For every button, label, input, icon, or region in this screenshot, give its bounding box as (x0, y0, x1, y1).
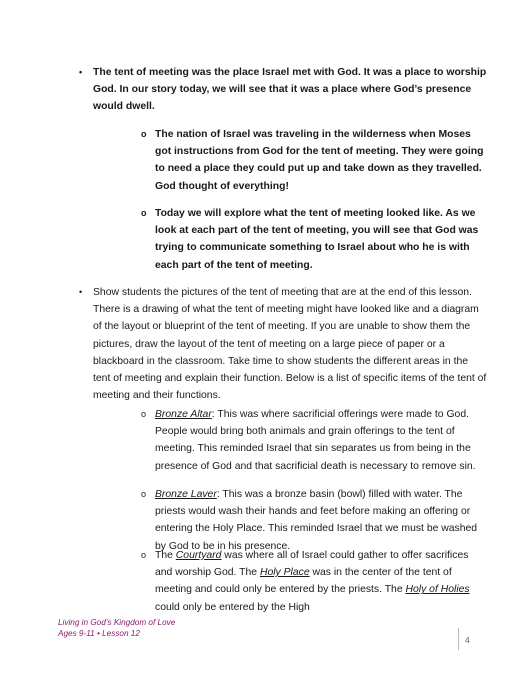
paragraph-text: Today we will explore what the tent of meeting looked like. As we look at each part of the tent of meeting, you will see that God was trying to communicate something to Israel about who he is with each part of the tent of meeting. (155, 208, 479, 271)
footer-lesson-info: Ages 9-11 • Lesson 12 (58, 629, 140, 638)
paragraph-text: was in the center of the tent of meeting and could only be entered by the priests. The (155, 567, 452, 596)
term-courtyard: Courtyard (175, 550, 222, 561)
paragraph-text: was where all of Israel could gather to offer sacrifices and worship God. The (155, 550, 469, 579)
paragraph-text: The tent of meeting was the place Israel met with God. It was a place to worship God. In our story today, we will see that it was a place where God’s presence would dwell. (93, 67, 487, 113)
footer-course-title: Living in God’s Kingdom of Love (58, 618, 176, 627)
bullet-icon: • (79, 287, 83, 297)
paragraph-text: : This was a bronze basin (bowl) filled with water. The priests would wash their hands and feet before making an offering or entering the Holy Place. This reminded Israel that we must be washed by God to be in his presence. (155, 489, 478, 552)
footer-course-info (58, 617, 175, 639)
page-number: 4 (465, 635, 470, 645)
term-bronze-laver: Bronze Laver (155, 489, 217, 500)
bullet-tent-of-meeting (79, 64, 488, 116)
term-bronze-altar: Bronze Altar (155, 409, 212, 420)
paragraph-text: Show students the pictures of the tent of meeting that are at the end of this lesson. There is a drawing of what the tent of meeting might have looked like and a diagram of the layout or blueprint of the tent of meeting. If you are unable to show them the pictures, draw the layout of the tent of meeting on a large piece of paper or a blackboard in the classroom. Take time to show students the different areas in the tent of meeting and explain their function. Below is a list of specific items of the tent of meeting and their functions. (93, 287, 487, 402)
bullet-show-pictures (79, 284, 488, 404)
sub-bullet-wilderness (141, 126, 488, 195)
sub-bullet-icon: o (141, 409, 147, 419)
bullet-icon: • (79, 67, 83, 77)
sub-bullet-icon: o (141, 208, 147, 218)
sub-bullet-icon: o (141, 550, 147, 560)
sub-bullet-icon: o (141, 129, 147, 139)
sub-bullet-bronze-altar (141, 406, 488, 475)
sub-bullet-courtyard (141, 547, 488, 616)
footer-divider (458, 628, 459, 650)
sub-bullet-icon: o (141, 489, 147, 499)
paragraph-text: : This was where sacrificial offerings were made to God. People would bring both animals and grain offerings to the tent of meeting. This reminded Israel that sin separates us from being in the presence of God and that sacrificial death is necessary to remove sin. (155, 409, 476, 472)
sub-bullet-explore (141, 205, 488, 274)
term-holy-of-holies: Holy of Holies (405, 584, 470, 596)
term-holy-place: Holy Place (259, 567, 310, 579)
sub-bullet-bronze-laver (141, 486, 488, 555)
paragraph-text: could only be entered by the High (155, 601, 310, 613)
paragraph-text: The nation of Israel was traveling in the wilderness when Moses got instructions from God for the tent of meeting. They were going to need a place they could put up and take down as they travelled. God thought of everything! (155, 129, 484, 192)
paragraph-text: The (155, 550, 176, 561)
